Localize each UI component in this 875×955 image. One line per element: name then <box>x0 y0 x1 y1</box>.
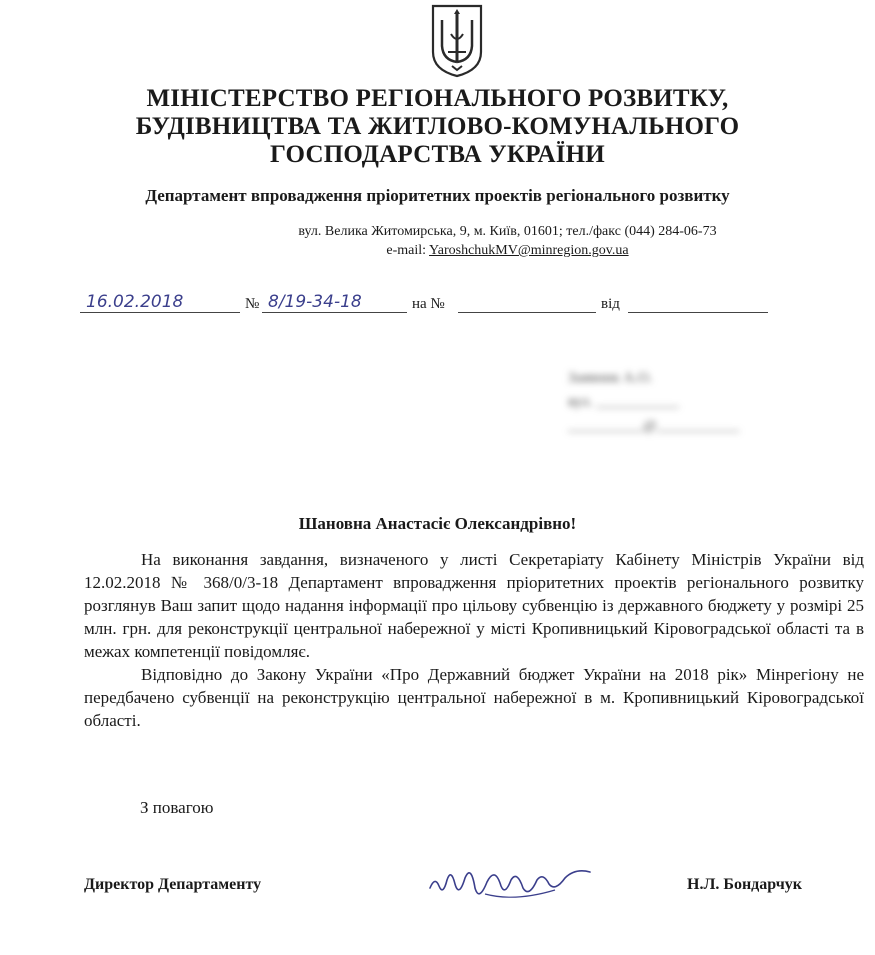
signatory-name: Н.Л. Бондарчук <box>687 876 802 893</box>
letter-body <box>84 548 864 732</box>
ministry-line-2: БУДІВНИЦТВА ТА ЖИТЛОВО-КОМУНАЛЬНОГО <box>135 113 740 140</box>
recipient-line-1: Заявник А.О. <box>568 370 653 386</box>
handwritten-signature-icon <box>425 858 595 908</box>
reference-line <box>80 290 780 324</box>
address-line: вул. Велика Житомирська, 9, м. Київ, 01601; тел./факс (044) 284-06-73 <box>298 224 717 239</box>
recipient-line-3: __________@___________ <box>568 418 740 434</box>
paragraph-2: Відповідно до Закону України «Про Державний бюджет України на 2018 рік» Мінрегіону не передбачено субвенції на реконструкцію центральної набережної в м. Кропивницький Кіровоградської області. <box>84 665 864 730</box>
salutation: Шановна Анастасіє Олександрівно! <box>298 514 577 533</box>
department-name: Департамент впровадження пріоритетних проектів регіонального розвитку <box>145 186 730 205</box>
trident-coat-of-arms-icon <box>430 4 484 78</box>
closing: З повагою <box>140 798 214 817</box>
outgoing-date: 16.02.2018 <box>86 292 184 312</box>
outgoing-number: 8/19-34-18 <box>268 292 362 312</box>
email-label: e-mail: <box>386 243 427 258</box>
from-label: від <box>601 296 620 312</box>
paragraph-1: На виконання завдання, визначеного у листі Секретаріату Кабінету Міністрів України від 12.02.2018 № 368/0/3-18 Департамент впровадження пріоритетних проектів регіонального розвитку розглянув Ваш запит щодо надання інформації про цільову субвенцію із державного бюджету у розмірі 25 млн. грн. для реконструкції центральної набережної у місті Кропивницький Кіровоградської області та в межах компетенції повідомляє. <box>84 550 864 661</box>
recipient-line-2: вул. ___________ <box>568 394 679 410</box>
email-link[interactable]: YaroshchukMV@minregion.gov.ua <box>429 243 629 258</box>
ministry-line-1: МІНІСТЕРСТВО РЕГІОНАЛЬНОГО РОЗВИТКУ, <box>146 85 729 112</box>
on-number-label: на № <box>412 296 445 312</box>
recipient-address-redacted <box>568 366 739 438</box>
ministry-title <box>0 85 875 169</box>
email-line <box>70 243 875 259</box>
ministry-line-3: ГОСПОДАРСТВА УКРАЇНИ <box>270 141 605 168</box>
number-label: № <box>245 296 260 312</box>
signatory-position: Директор Департаменту <box>84 876 262 893</box>
